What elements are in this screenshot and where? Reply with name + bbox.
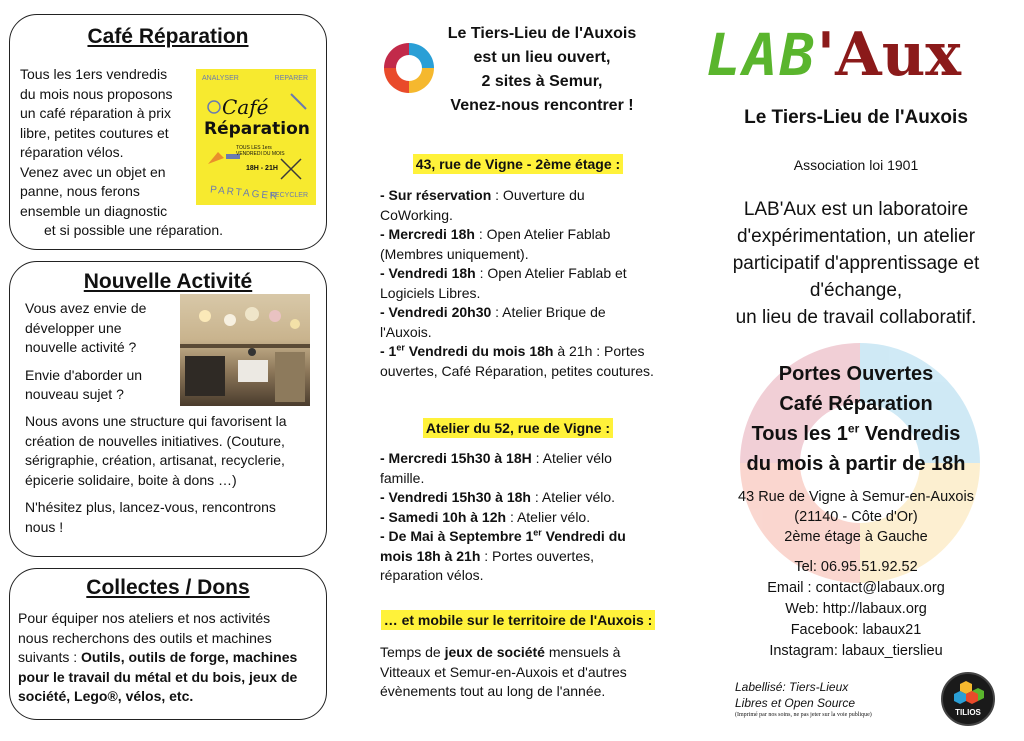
contact-instagram: Instagram: labaux_tierslieu: [769, 643, 943, 659]
poster-tag-recycler: RECYCLER: [269, 192, 308, 199]
cafe-line: Venez avec un objet en: [20, 163, 166, 180]
logo-lab: LAB: [706, 21, 817, 89]
nouvelle-intro: [25, 299, 185, 405]
po3sup: er: [847, 421, 860, 436]
item-rest: : Portes ouvertes, réparation vélos.: [380, 547, 594, 583]
cafe-line: du mois nous proposons: [20, 85, 173, 102]
contact-web: Web: http://labaux.org: [785, 601, 927, 617]
contact-facebook: Facebook: labaux21: [790, 622, 922, 638]
nouvelle-activite-box: [9, 261, 327, 557]
poster-small-text: TOUS LES 1ers VENDREDI DU MOIS: [236, 145, 285, 157]
cafe-reparation-box: [9, 14, 327, 250]
cafe-line: un café réparation à prix: [20, 105, 171, 121]
collectes-normal: suivants :: [18, 649, 82, 665]
site1-header-wrap: [380, 156, 656, 174]
item-rest: : Atelier vélo famille.: [380, 450, 612, 486]
description: [700, 196, 1012, 331]
site1-header: 43, rue de Vigne - 2ème étage :: [413, 154, 623, 174]
collectes-title: Collectes / Dons: [86, 576, 250, 599]
item-sup: er: [396, 342, 405, 353]
collectes-line: nous recherchons des outils et machines: [18, 629, 272, 646]
cafe-line: réparation vélos.: [20, 144, 124, 160]
site1-item: [380, 303, 656, 342]
mobile-b: mensuels à Vitteaux et Semur-en-Auxois et d'autres évènements tout au long de l'année.: [380, 644, 627, 699]
desc-line: un lieu de travail collaboratif.: [735, 307, 977, 328]
printed-note: (Imprimé par nos soins, ne pas jeter sur la voie publique): [735, 712, 872, 718]
site1-item: [380, 225, 656, 264]
collectes-line: Pour équiper nos ateliers et nos activités: [18, 610, 271, 626]
nouvelle-line: Envie d'aborder un: [25, 366, 143, 383]
cafe-line: libre, petites coutures et: [20, 124, 169, 141]
cafe-text: [20, 65, 200, 221]
desc-line: d'expérimentation, un atelier: [736, 226, 976, 247]
item-bold: - Vendredi 20h30: [380, 304, 492, 320]
item-bold: - Samedi 10h à 12h: [380, 508, 507, 525]
nouvelle-title: Nouvelle Activité: [83, 270, 253, 293]
item-bold: - De Mai à Septembre 1: [380, 528, 534, 544]
cafe-title: Café Réparation: [87, 25, 249, 48]
nouvelle-line: développer une: [25, 319, 122, 336]
contact-email: Email : contact@labaux.org: [767, 580, 945, 596]
po-line: [700, 419, 1012, 449]
intro-line: Venez-nous rencontrer !: [450, 97, 634, 114]
intro-line: est un lieu ouvert,: [473, 49, 611, 66]
address: [700, 487, 1012, 547]
cafe-line: ensemble un diagnostic: [20, 202, 168, 219]
mobile-header-wrap: [380, 612, 656, 630]
item-bold: - Vendredi 15h30 à 18h: [380, 489, 531, 505]
tilios-badge: [941, 672, 995, 726]
item-sup: er: [533, 527, 542, 538]
collectes-line: pour le travail du métal et du bois, jeux de: [18, 668, 298, 685]
nouvelle-line: nous !: [25, 518, 64, 535]
nouvelle-line: création de nouvelles initiatives. (Couture,: [25, 432, 285, 449]
nouvelle-body: [25, 412, 325, 537]
collectes-line: société, Lego®, vélos, etc.: [18, 688, 194, 704]
poster-hours: 18H - 21H: [246, 165, 278, 172]
po3b: Vendredis: [859, 423, 961, 445]
cafe-line: Tous les 1ers vendredis: [20, 66, 168, 82]
photo-details: [180, 294, 310, 406]
item-bold: - 1: [380, 343, 397, 359]
cafe-reparation-poster: [196, 69, 316, 205]
po3a: Tous les 1: [751, 423, 848, 445]
nouvelle-line: épicerie solidaire, boite à dons …): [25, 471, 237, 488]
item-rest: : Atelier Brique de l'Auxois.: [380, 304, 606, 340]
tiers-lieu-logo-icon: [382, 41, 436, 95]
nouvelle-line: sérigraphie, création, artisanat, recyclerie,: [25, 452, 285, 468]
labaux-logo: [706, 20, 1006, 100]
label-line: Labellisé: Tiers-Lieux: [735, 680, 849, 694]
site1-item: [380, 342, 656, 381]
site2-item: [380, 527, 656, 586]
contacts: [700, 557, 1012, 662]
tilios-text: TILIOS: [955, 708, 981, 717]
site2-item: [380, 508, 656, 528]
site2-header: Atelier du 52, rue de Vigne :: [423, 418, 613, 438]
workshop-photo: [180, 294, 310, 406]
site1-item: [380, 186, 656, 225]
poster-word-reparation: Réparation: [204, 119, 310, 139]
po-line: du mois à partir de 18h: [746, 453, 966, 475]
logo-aux: 'Aux: [816, 20, 962, 90]
portes-ouvertes: [700, 359, 1012, 479]
item-bold: - Sur réservation: [380, 187, 492, 203]
middle-intro: [436, 22, 648, 118]
site2-item: [380, 488, 656, 508]
label-line: Libres et Open Source: [735, 696, 856, 710]
site1-list: [380, 186, 656, 381]
right-subtitle: Le Tiers-Lieu de l'Auxois: [744, 107, 968, 128]
collectes-line: [18, 648, 323, 668]
item-bold: Vendredi du mois 18h: [404, 343, 554, 359]
label-block: [735, 679, 935, 720]
item-rest: : Open Atelier Fablab et Logiciels Libres.: [380, 265, 627, 301]
nouvelle-line: nouvelle activité ?: [25, 339, 137, 355]
nouvelle-line: Nous avons une structure qui favorisent la: [25, 413, 287, 429]
item-rest: : Atelier vélo.: [506, 508, 591, 525]
item-bold: - Vendredi 18h: [380, 265, 476, 281]
mobile-bold: jeux de société: [444, 644, 545, 660]
addr-line: 2ème étage à Gauche: [784, 529, 928, 545]
item-bold: - Mercredi 18h: [380, 226, 475, 242]
item-rest: à 21h : Portes ouvertes, Café Réparation, petites coutures.: [380, 343, 654, 379]
contact-tel: Tel: 06.95.51.92.52: [794, 559, 918, 575]
association: Association loi 1901: [793, 157, 919, 173]
intro-line: Le Tiers-Lieu de l'Auxois: [447, 25, 637, 42]
po-line: Portes Ouvertes: [778, 363, 934, 385]
site1-item: [380, 264, 656, 303]
desc-line: d'échange,: [809, 280, 903, 301]
item-bold: Vendredi du mois 18h à 21h: [380, 528, 626, 564]
collectes-bold: Outils, outils de forge, machines: [81, 649, 298, 665]
collectes-text: [18, 609, 323, 707]
cafe-line-last: et si possible une réparation.: [44, 222, 223, 238]
addr-line: 43 Rue de Vigne à Semur-en-Auxois: [738, 489, 974, 505]
poster-tag-reparer: REPARER: [274, 75, 308, 82]
nouvelle-line: nouveau sujet ?: [25, 386, 124, 402]
item-rest: : Ouverture du CoWorking.: [380, 187, 585, 223]
intro-line: 2 sites à Semur,: [481, 73, 603, 90]
po-line: Café Réparation: [779, 393, 933, 415]
item-rest: : Atelier vélo.: [530, 489, 616, 505]
desc-line: participatif d'apprentissage et: [732, 253, 980, 274]
mobile-paragraph: [380, 643, 656, 702]
nouvelle-line: Vous avez envie de: [25, 300, 147, 316]
poster-tag-partager: PARTAGER: [209, 184, 280, 203]
poster-tag-analyser: ANALYSER: [202, 75, 239, 82]
item-bold: - Mercredi 15h30 à 18H: [380, 450, 532, 466]
item-rest: : Open Atelier Fablab (Membres uniquement).: [380, 226, 611, 262]
mobile-a: Temps de: [380, 644, 445, 660]
site2-header-wrap: [380, 420, 656, 438]
mobile-header: … et mobile sur le territoire de l'Auxois :: [381, 610, 656, 630]
mobile-text: [380, 643, 656, 702]
desc-line: LAB'Aux est un laboratoire: [743, 199, 969, 220]
nouvelle-line: N'hésitez plus, lancez-vous, rencontrons: [25, 499, 276, 515]
right-column: [700, 104, 1012, 662]
collectes-box: [9, 568, 327, 720]
cafe-line: panne, nous ferons: [20, 183, 140, 199]
addr-line: (21140 - Côte d'Or): [794, 509, 918, 525]
poster-word-cafe: Café: [222, 95, 269, 119]
site2-list: [380, 449, 656, 586]
site2-item: [380, 449, 656, 488]
